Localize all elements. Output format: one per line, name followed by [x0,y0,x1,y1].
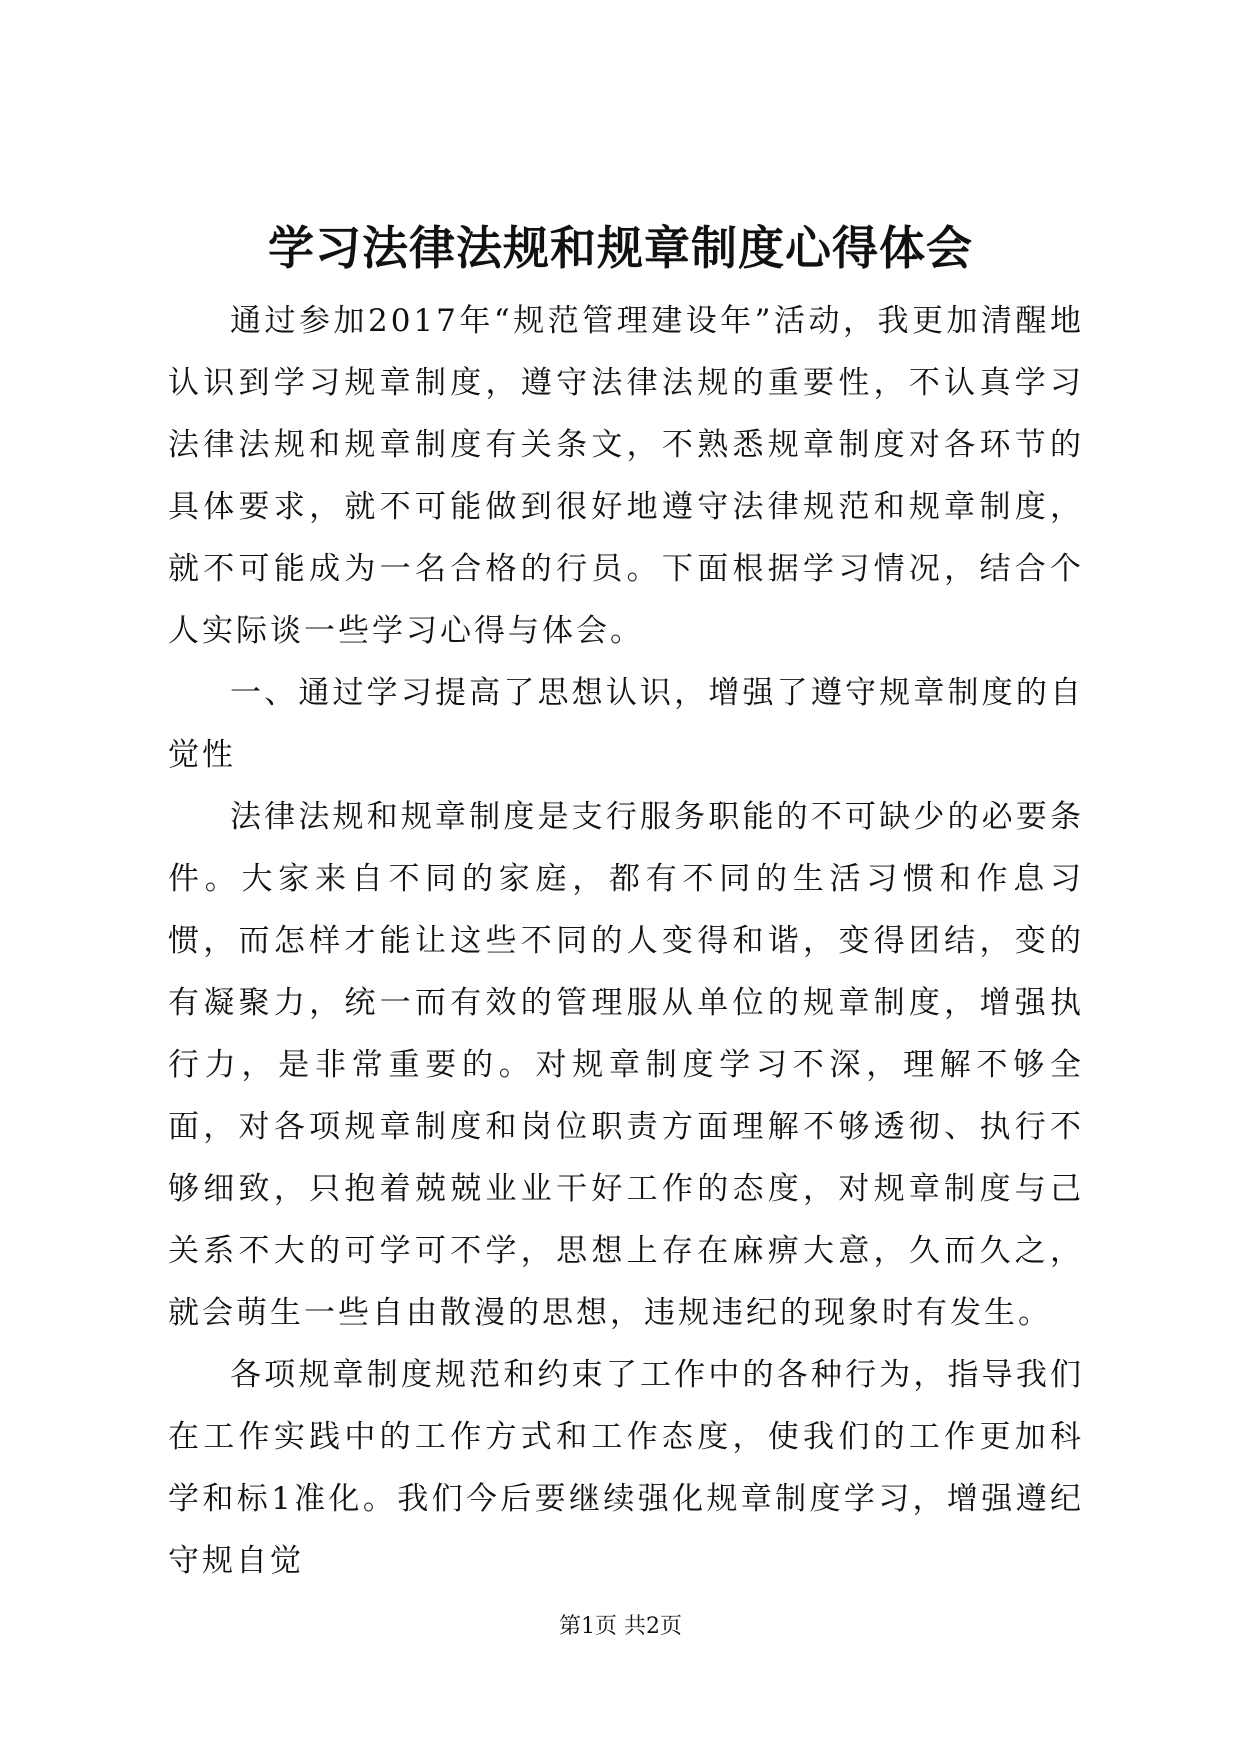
document-body [168,290,1084,1592]
page-number-footer: 第1页 共2页 [559,1614,682,1639]
page-title: 学习法律法规和规章制度心得体会 [268,221,973,275]
paragraph-section-1: 法律法规和规章制度是支行服务职能的不可缺少的必要条件。大家来自不同的家庭，都有不同的生活习惯和作息习惯，而怎样才能让这些不同的人变得和谐，变得团结，变的有凝聚力，统一而有效的管理服从单位的规章制度，增强执行力，是非常重要的。对规章制度学习不深，理解不够全面，对各项规章制度和岗位职责方面理解不够透彻、执行不够细致，只抱着兢兢业业干好工作的态度，对规章制度与己关系不大的可学可不学，思想上存在麻痹大意，久而久之，就会萌生一些自由散漫的思想，违规违纪的现象时有发生。 [168,799,1084,1331]
paragraph-intro: 通过参加2017年“规范管理建设年”活动，我更加清醒地认识到学习规章制度，遵守法律法规的重要性，不认真学习法律法规和规章制度有关条文，不熟悉规章制度对各环节的具体要求，就不可能做到很好地遵守法律规范和规章制度，就不可能成为一名合格的行员。下面根据学习情况，结合个人实际谈一些学习心得与体会。 [168,303,1084,649]
paragraph-section-1-continued: 各项规章制度规范和约束了工作中的各种行为，指导我们在工作实践中的工作方式和工作态度，使我们的工作更加科学和标1准化。我们今后要继续强化规章制度学习，增强遵纪守规自觉 [168,1357,1084,1579]
section-heading-1: 一、通过学习提高了思想认识，增强了遵守规章制度的自觉性 [168,675,1084,773]
